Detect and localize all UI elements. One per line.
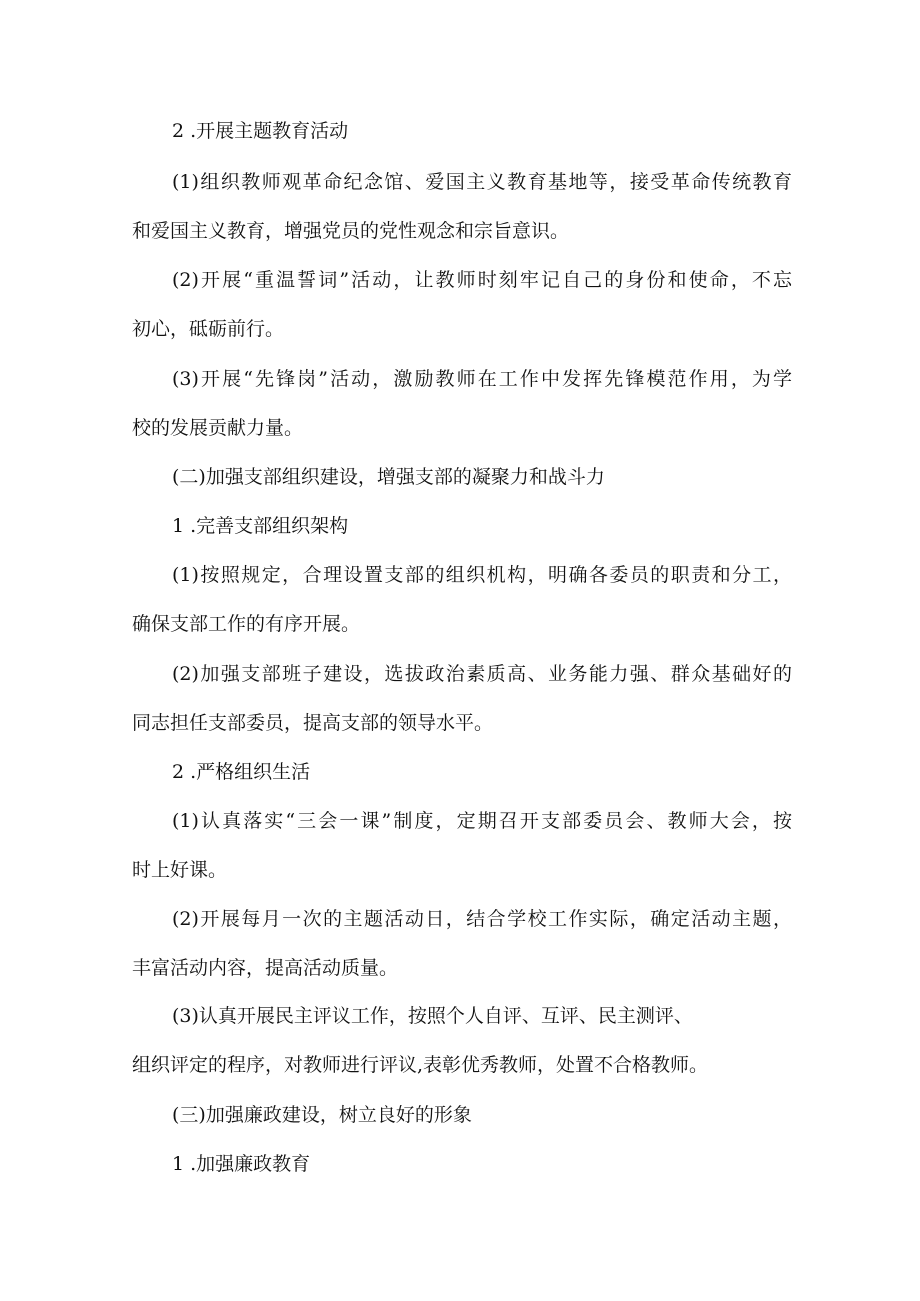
paragraph-line: 时上好课。 xyxy=(132,859,228,881)
subheading-2-theme-education: 2 .开展主题教育活动 xyxy=(172,120,349,142)
paragraph-line: 组织评定的程序，对教师进行评议,表彰优秀教师，处置不合格教师。 xyxy=(132,1054,709,1076)
paragraph-line: 初心，砥砺前行。 xyxy=(132,318,285,340)
section-heading-2: (二)加强支部组织建设，增强支部的凝聚力和战斗力 xyxy=(172,466,605,488)
paragraph-line: (2)加强支部班子建设，选拔政治素质高、业务能力强、群众基础好的 xyxy=(172,663,792,685)
subheading-2-organizational-life: 2 .严格组织生活 xyxy=(172,761,311,783)
paragraph-line: (2)开展“重温誓词”活动，让教师时刻牢记自己的身份和使命，不忘 xyxy=(172,269,792,291)
subheading-1-integrity-education: 1 .加强廉政教育 xyxy=(172,1153,311,1175)
paragraph-line: (3)开展“先锋岗”活动，激励教师在工作中发挥先锋模范作用，为学 xyxy=(172,368,792,390)
paragraph-line: 同志担任支部委员，提高支部的领导水平。 xyxy=(132,712,494,734)
paragraph-line: 丰富活动内容，提高活动质量。 xyxy=(132,957,399,979)
subheading-1-branch-structure: 1 .完善支部组织架构 xyxy=(172,515,349,537)
section-heading-3: (三)加强廉政建设，树立良好的形象 xyxy=(172,1104,472,1126)
paragraph-line: 确保支部工作的有序开展。 xyxy=(132,613,361,635)
paragraph-line: 和爱国主义教育，增强党员的党性观念和宗旨意识。 xyxy=(132,220,570,242)
paragraph-line: (1)认真落实“三会一课”制度，定期召开支部委员会、教师大会，按 xyxy=(172,810,792,832)
paragraph-line: (3)认真开展民主评议工作，按照个人自评、互评、民主测评、 xyxy=(172,1005,693,1027)
paragraph-line: (2)开展每月一次的主题活动日，结合学校工作实际，确定活动主题， xyxy=(172,908,792,930)
paragraph-line: 校的发展贡献力量。 xyxy=(132,417,304,439)
paragraph-line: (1)组织教师观革命纪念馆、爱国主义教育基地等，接受革命传统教育 xyxy=(172,171,792,193)
paragraph-line: (1)按照规定，合理设置支部的组织机构，明确各委员的职责和分工， xyxy=(172,564,792,586)
